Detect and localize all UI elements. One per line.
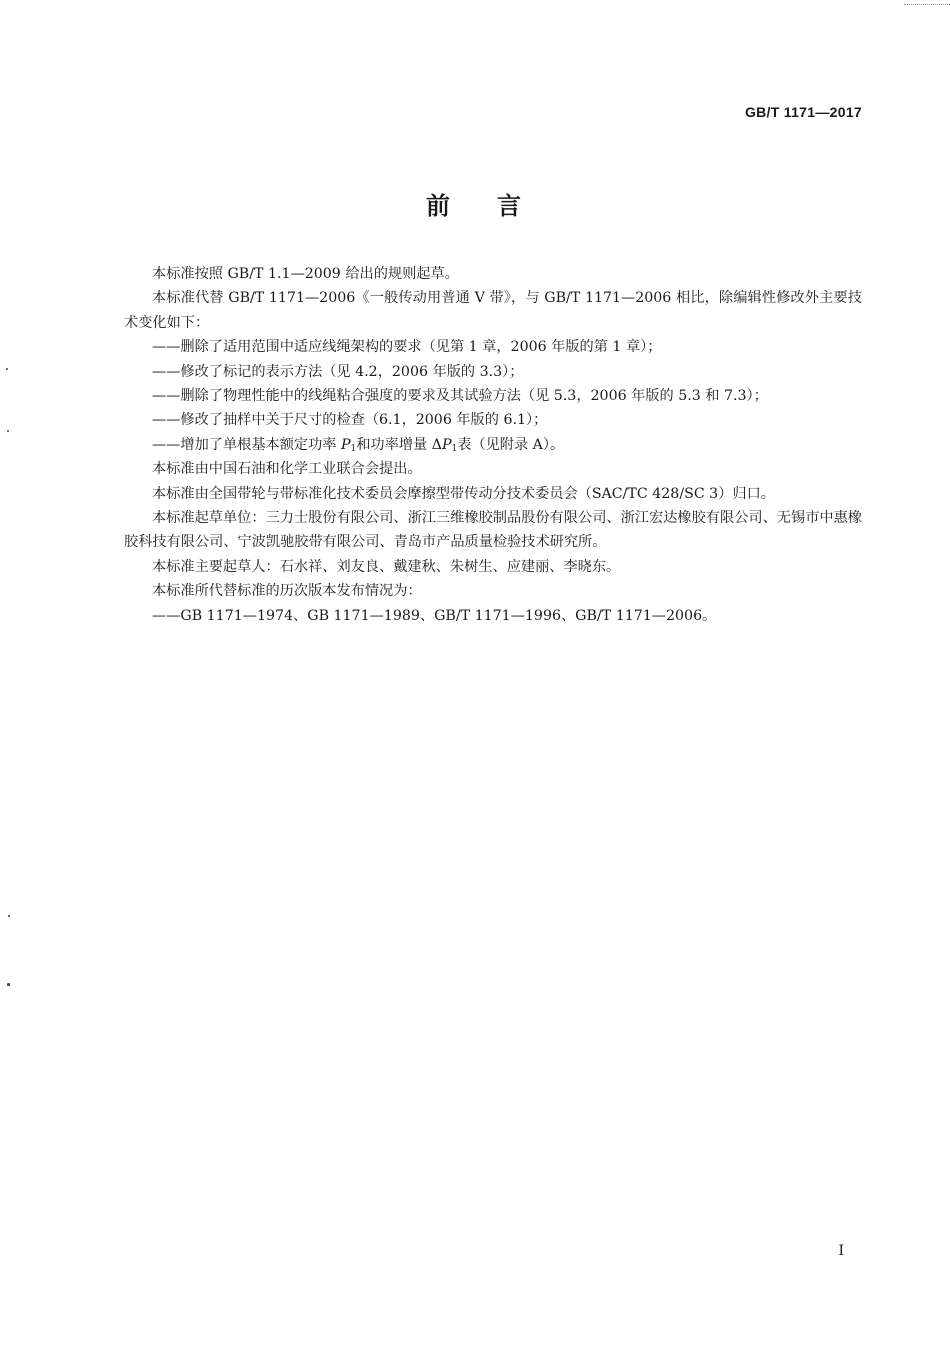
change-item: ——增加了单根基本额定功率 $P_1$和功率增量 $\Delta P_1$表（见附录 A）。 bbox=[152, 436, 565, 454]
scan-speck bbox=[7, 430, 9, 432]
paragraph-drafters: 本标准主要起草人：石水祥、刘友良、戴建秋、朱树生、应建丽、李晓东。 bbox=[152, 558, 621, 575]
paragraph-administered-by: 本标准由全国带轮与带标准化技术委员会摩擦型带传动分技术委员会（SAC/TC 428/SC 3）归口。 bbox=[152, 485, 775, 502]
scan-speck bbox=[8, 915, 10, 917]
paragraph-proposed-by: 本标准由中国石油和化学工业联合会提出。 bbox=[152, 461, 422, 478]
foreword-body bbox=[124, 262, 862, 628]
change-item: ——修改了标记的表示方法（见 4.2，2006 年版的 3.3）； bbox=[152, 363, 524, 380]
change-item: ——删除了物理性能中的线绳粘合强度的要求及其试验方法（见 5.3，2006 年版的 5.3 和 7.3）； bbox=[152, 388, 768, 405]
change-item: ——删除了适用范围中适应线绳架构的要求（见第 1 章，2006 年版的第 1 章）； bbox=[152, 339, 662, 356]
title-char-2: 言 bbox=[497, 192, 524, 220]
page-title bbox=[0, 186, 950, 221]
paragraph-drafting-units: 本标准起草单位：三力士股份有限公司、浙江三维橡胶制品股份有限公司、浙江宏达橡胶有限公司、无锡市中惠橡胶科技有限公司、宁波凯驰胶带有限公司、青岛市产品质量检验技术研究所。 bbox=[124, 510, 862, 551]
title-char-1: 前 bbox=[426, 192, 453, 220]
change-item: ——修改了抽样中关于尺寸的检查（6.1，2006 年版的 6.1）； bbox=[152, 412, 548, 429]
paragraph-replaces: 本标准代替 GB/T 1171—2006《一般传动用普通 V 带》，与 GB/T 1171—2006 相比，除编辑性修改外主要技术变化如下： bbox=[124, 290, 862, 331]
scan-speck bbox=[6, 368, 8, 370]
paragraph-drafting-rules: 本标准按照 GB/T 1.1—2009 给出的规则起草。 bbox=[152, 266, 459, 282]
scan-speck bbox=[7, 983, 10, 986]
page-number: I bbox=[838, 1243, 844, 1259]
top-rule bbox=[904, 4, 950, 5]
paragraph-history-intro: 本标准所代替标准的历次版本发布情况为： bbox=[152, 583, 422, 600]
standard-code: GB/T 1171—2017 bbox=[744, 104, 862, 120]
history-item: ——GB 1171—1974、GB 1171—1989、GB/T 1171—1996、GB/T 1171—2006。 bbox=[152, 607, 717, 624]
